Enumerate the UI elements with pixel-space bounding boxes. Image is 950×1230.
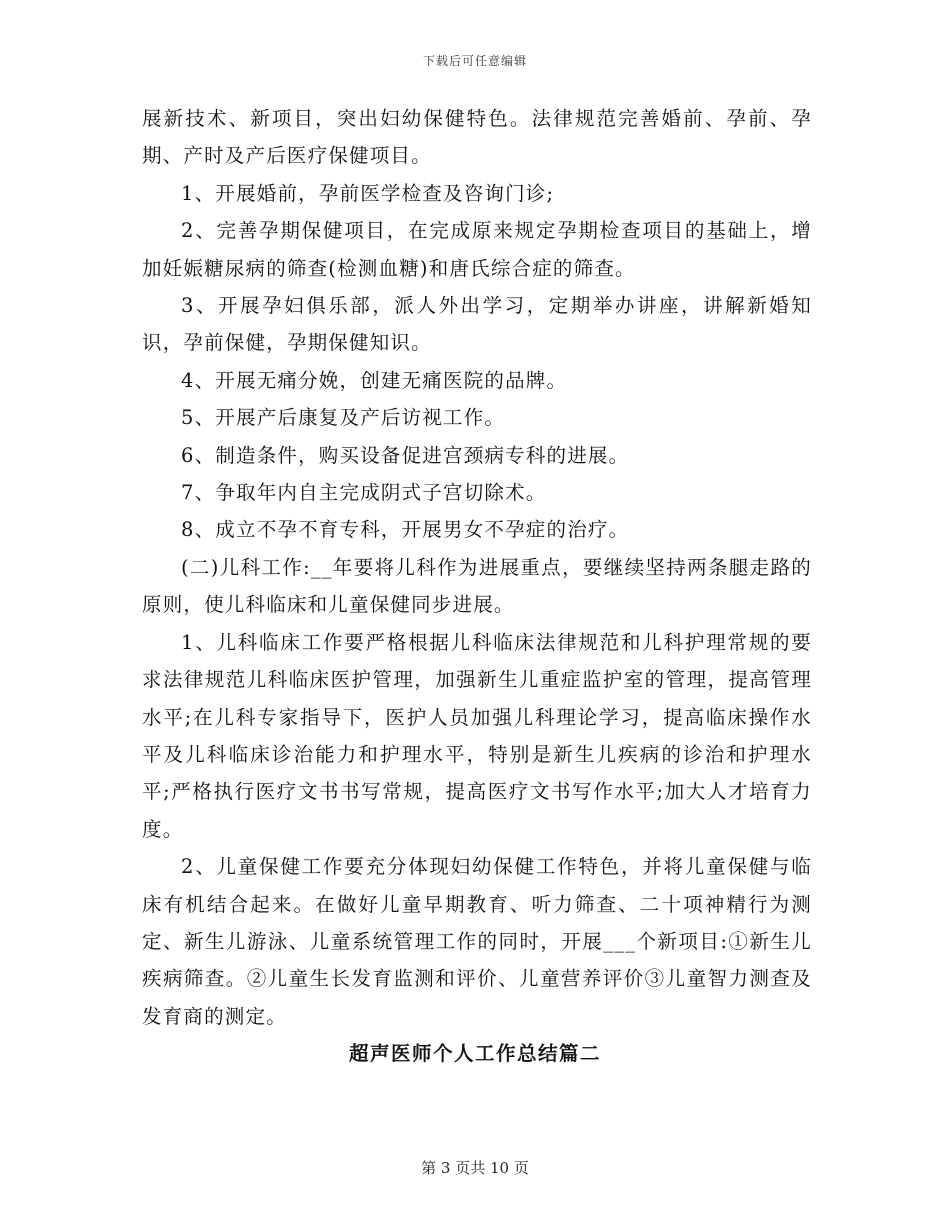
- paragraph: 展新技术、新项目，突出妇幼保健特色。法律规范完善婚前、孕前、孕期、产时及产后医疗保健项目。: [142, 107, 812, 168]
- paragraph: 8、成立不孕不育专科，开展男女不孕症的治疗。: [181, 518, 630, 542]
- paragraph: 1、儿科临床工作要严格根据儿科临床法律规范和儿科护理常规的要求法律规范儿科临床医护管理，加强新生儿重症监护室的管理，提高管理水平;在儿科专家指导下，医护人员加强儿科理论学习，提高临床操作水平及儿科临床诊治能力和护理水平，特别是新生儿疾病的诊治和护理水平;严格执行医疗文书书写常规，提高医疗文书写作水平;加大人才培育力度。: [142, 630, 812, 841]
- page-header-watermark: 下载后可任意编辑: [422, 54, 527, 68]
- paragraph: 7、争取年内自主完成阴式子宫切除术。: [181, 481, 547, 505]
- document-body: [142, 100, 812, 1035]
- paragraph: 3、开展孕妇俱乐部，派人外出学习，定期举办讲座，讲解新婚知识，孕前保健，孕期保健知识。: [142, 294, 812, 355]
- paragraph: (二)儿科工作:__年要将儿科作为进展重点，要继续坚持两条腿走路的原则，使儿科临床和儿童保健同步进展。: [142, 555, 812, 617]
- page-number-footer: 第 3 页共 10 页: [421, 1159, 529, 1177]
- section-title: 超声医师个人工作总结篇二: [348, 1042, 601, 1065]
- paragraph: 1、开展婚前，孕前医学检查及咨询门诊;: [181, 181, 555, 205]
- paragraph: 4、开展无痛分娩，创建无痛医院的品牌。: [181, 368, 568, 392]
- paragraph: 2、完善孕期保健项目，在完成原来规定孕期检查项目的基础上，增加妊娠糖尿病的筛查(检测血糖)和唐氏综合症的筛查。: [142, 219, 812, 280]
- paragraph: 5、开展产后康复及产后访视工作。: [181, 406, 506, 430]
- paragraph: 6、制造条件，购买设备促进宫颈病专科的进展。: [181, 443, 630, 467]
- paragraph: 2、儿童保健工作要充分体现妇幼保健工作特色，并将儿童保健与临床有机结合起来。在做好儿童早期教育、听力筛查、二十项神精行为测定、新生儿游泳、儿童系统管理工作的同时，开展___个新项目:①新生儿疾病筛查。②儿童生长发育监测和评价、儿童营养评价③儿童智力测查及发育商的测定。: [142, 855, 812, 1028]
